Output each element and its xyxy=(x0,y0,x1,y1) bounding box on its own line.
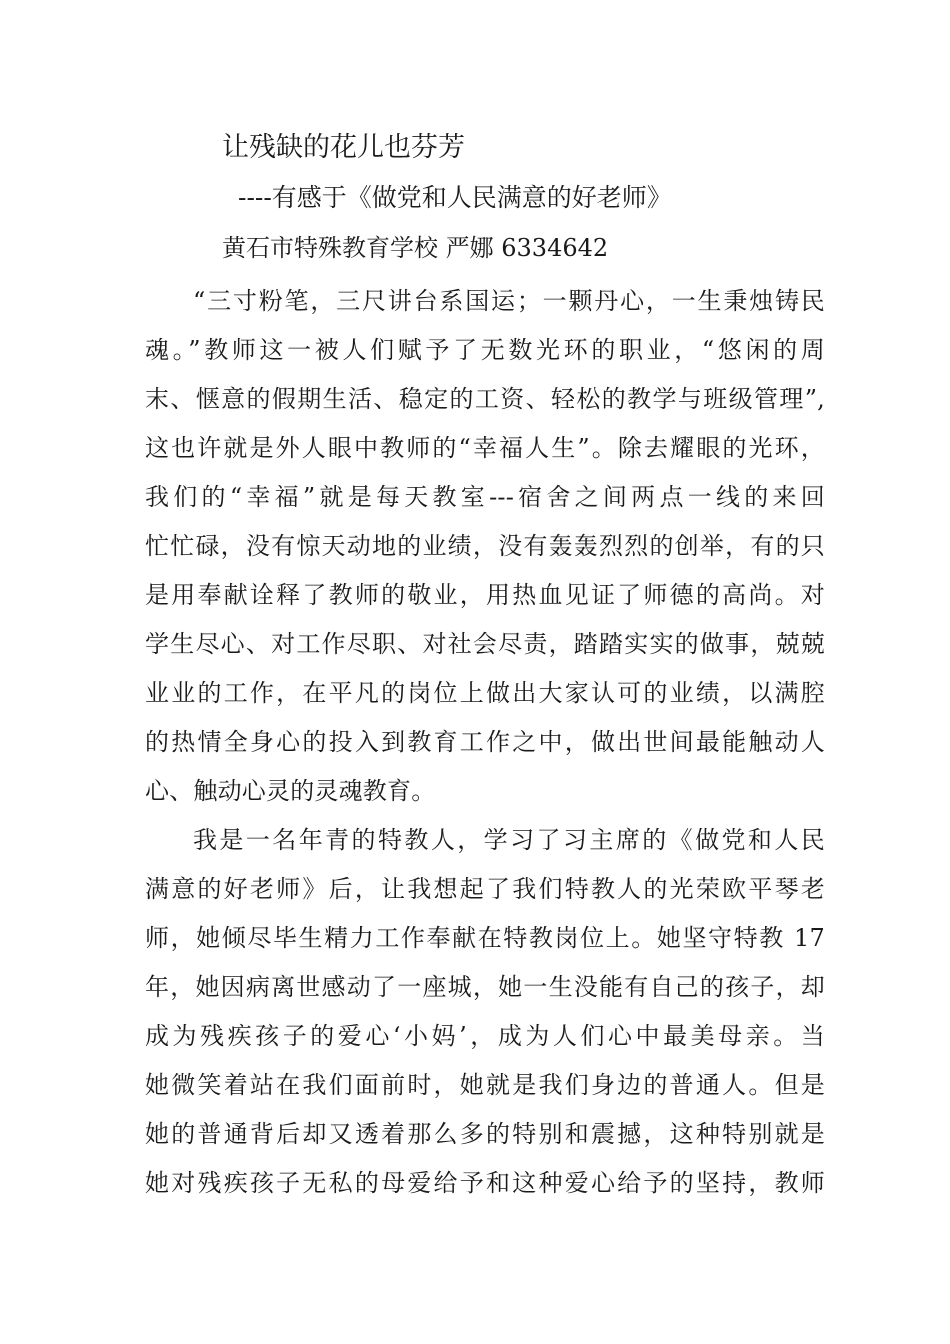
document-body xyxy=(145,277,825,1208)
body-line: 年，她因病离世感动了一座城，她一生没能有自己的孩子，却 xyxy=(145,973,825,1001)
body-line: 这也许就是外人眼中教师的“幸福人生”。除去耀眼的光环， xyxy=(145,434,825,462)
body-line: 心、触动心灵的灵魂教育。 xyxy=(145,777,436,805)
body-line: 是用奉献诠释了教师的敬业，用热血见证了师德的高尚。对 xyxy=(145,581,825,609)
body-line: 我们的“幸福”就是每天教室---宿舍之间两点一线的来回 xyxy=(145,483,825,511)
body-line: 成为残疾孩子的爱心‘小妈’，成为人们心中最美母亲。当 xyxy=(145,1022,825,1050)
author-line: 黄石市特殊教育学校 严娜 6334642 xyxy=(222,234,609,262)
body-line: 我是一名年青的特教人，学习了习主席的《做党和人民 xyxy=(193,826,825,854)
body-line: 末、惬意的假期生活、稳定的工资、轻松的教学与班级管理”, xyxy=(145,385,825,413)
body-line: 她对残疾孩子无私的母爱给予和这种爱心给予的坚持，教师 xyxy=(145,1169,825,1197)
body-line: 魂。”教师这一被人们赋予了无数光环的职业，“悠闲的周 xyxy=(145,336,825,364)
document-title: 让残缺的花儿也芬芳 xyxy=(222,132,465,163)
body-line: 她的普通背后却又透着那么多的特别和震撼，这种特别就是 xyxy=(145,1120,825,1148)
body-line: 满意的好老师》后，让我想起了我们特教人的光荣欧平琴老 xyxy=(145,875,825,903)
body-line: 她微笑着站在我们面前时，她就是我们身边的普通人。但是 xyxy=(145,1071,825,1099)
body-line: 忙忙碌，没有惊天动地的业绩，没有轰轰烈烈的创举，有的只 xyxy=(145,532,825,560)
body-line: 业业的工作，在平凡的岗位上做出大家认可的业绩，以满腔 xyxy=(145,679,825,707)
body-line: “三寸粉笔，三尺讲台系国运；一颗丹心，一生秉烛铸民 xyxy=(193,287,825,315)
body-line: 的热情全身心的投入到教育工作之中，做出世间最能触动人 xyxy=(145,728,825,756)
body-line: 师，她倾尽毕生精力工作奉献在特教岗位上。她坚守特教 17 xyxy=(145,924,825,952)
body-line: 学生尽心、对工作尽职、对社会尽责，踏踏实实的做事，兢兢 xyxy=(145,630,825,658)
document-subtitle: ----有感于《做党和人民满意的好老师》 xyxy=(238,183,672,212)
